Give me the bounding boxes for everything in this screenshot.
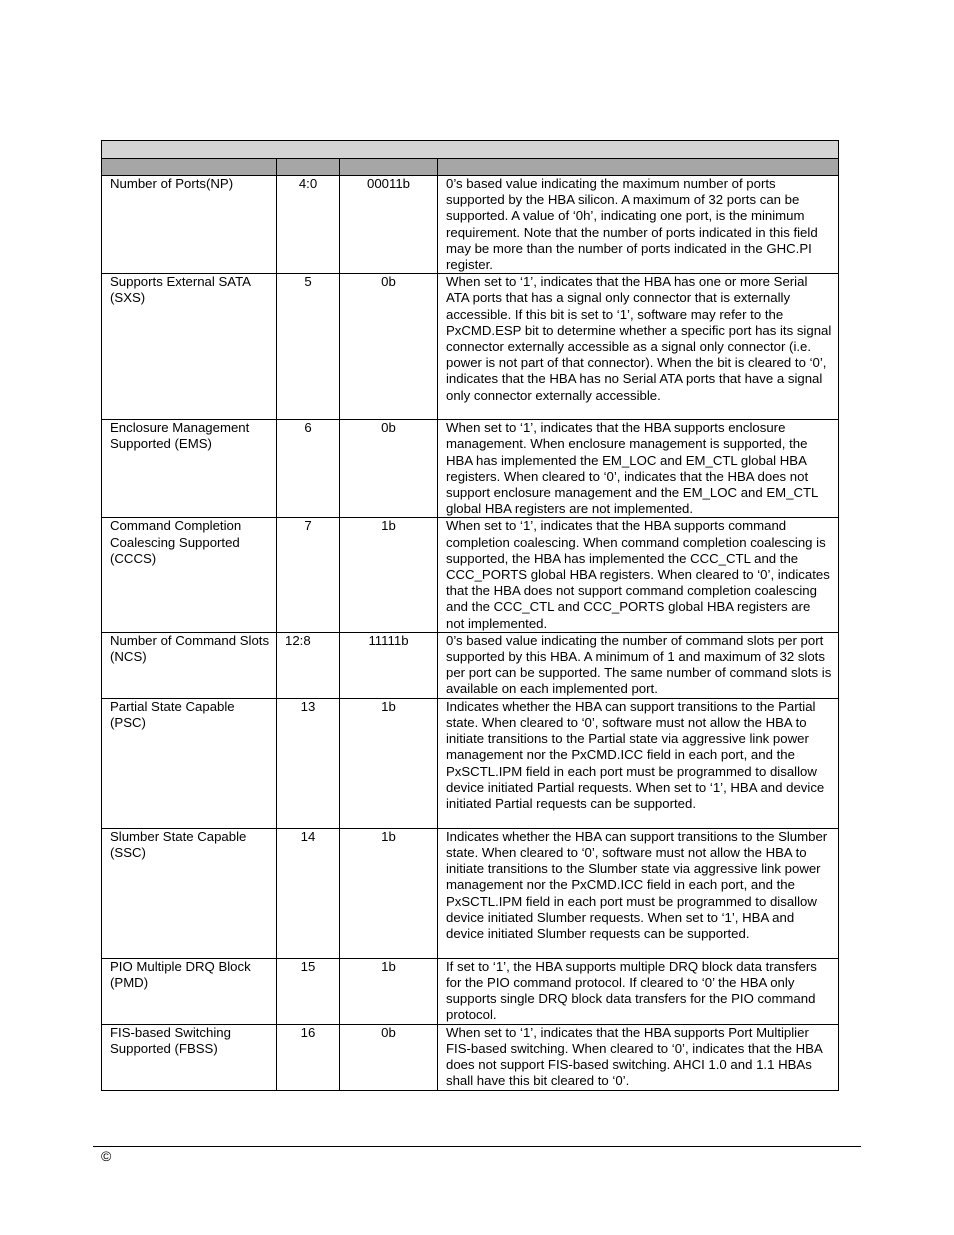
table-row (102, 632, 839, 698)
field-name: FIS-based Switching Supported (FBSS) (102, 1024, 277, 1090)
table-row (102, 274, 839, 420)
field-description: If set to ‘1’, the HBA supports multiple DRQ block data transfers for the PIO command protocol. If cleared to ‘0’ the HBA only supports single DRQ block data transfers for the PIO command protocol. (438, 958, 839, 1024)
table-row (102, 420, 839, 518)
field-default: 0b (340, 274, 438, 420)
field-description: When set to ‘1’, indicates that the HBA has one or more Serial ATA ports that has a signal only connector that is externally accessible. If this bit is set to ‘1’, software may refer to the PxCMD.ESP bit to determine whether a specific port has its signal connector externally accessible as a signal only connector (i.e. power is not part of that connector). When the bit is cleared to ‘0’, indicates that the HBA has no Serial ATA ports that have a signal only connector externally accessible. (438, 274, 839, 420)
field-description: When set to ‘1’, indicates that the HBA supports command completion coalescing. When command completion coalescing is supported, the HBA has implemented the CCC_CTL and the CCC_PORTS global HBA registers. When cleared to ‘0’, indicates that the HBA does not support command completion coalescing and the CCC_CTL and CCC_PORTS global HBA registers are not implemented. (438, 518, 839, 632)
table-row (102, 698, 839, 828)
field-name: PIO Multiple DRQ Block (PMD) (102, 958, 277, 1024)
field-description: When set to ‘1’, indicates that the HBA supports enclosure management. When enclosure management is supported, the HBA has implemented the EM_LOC and EM_CTL global HBA registers. When cleared to ‘0’, indicates that the HBA does not support enclosure management and the EM_LOC and EM_CTL global HBA registers are not implemented. (438, 420, 839, 518)
field-default: 1b (340, 518, 438, 632)
field-bits: 6 (277, 420, 340, 518)
footer-divider (93, 1146, 861, 1147)
table-title-cell (102, 141, 839, 159)
field-default: 11111b (340, 632, 438, 698)
field-description: 0’s based value indicating the number of command slots per port supported by this HBA. A minimum of 1 and maximum of 32 slots per port can be supported. The same number of command slots is available on each implemented port. (438, 632, 839, 698)
table-header-row (102, 159, 839, 176)
field-default: 0b (340, 420, 438, 518)
field-name: Number of Command Slots (NCS) (102, 632, 277, 698)
field-bits: 16 (277, 1024, 340, 1090)
field-description: Indicates whether the HBA can support transitions to the Slumber state. When cleared to ‘0’, software must not allow the HBA to initiate transitions to the Slumber state via aggressive link power management nor the PxCMD.ICC field in each port, and the PxSCTL.IPM field in each port must be programmed to disallow device initiated Slumber requests. When set to ‘1’, HBA and device initiated Slumber requests can be supported. (438, 828, 839, 958)
field-default: 0b (340, 1024, 438, 1090)
table-title-bar (102, 141, 839, 159)
field-description: 0’s based value indicating the maximum number of ports supported by the HBA silicon. A maximum of 32 ports can be supported. A value of ‘0h’, indicating one port, is the minimum requirement. Note that the number of ports indicated in this field may be more than the number of ports indicated in the GHC.PI register. (438, 176, 839, 274)
field-name: Number of Ports(NP) (102, 176, 277, 274)
field-bits: 5 (277, 274, 340, 420)
table-row (102, 828, 839, 958)
register-field-table (101, 140, 839, 1091)
table-row (102, 958, 839, 1024)
table-row (102, 1024, 839, 1090)
field-bits: 12:8 (277, 632, 340, 698)
field-bits: 13 (277, 698, 340, 828)
field-bits: 7 (277, 518, 340, 632)
header-default-cell (340, 159, 438, 176)
header-bits-cell (277, 159, 340, 176)
field-name: Command Completion Coalescing Supported (CCCS) (102, 518, 277, 632)
field-name: Partial State Capable (PSC) (102, 698, 277, 828)
header-description-cell (438, 159, 839, 176)
field-name: Supports External SATA (SXS) (102, 274, 277, 420)
table-row (102, 518, 839, 632)
footer-copyright: © (101, 1148, 112, 1164)
header-name-cell (102, 159, 277, 176)
field-default: 1b (340, 828, 438, 958)
field-default: 1b (340, 698, 438, 828)
field-description: Indicates whether the HBA can support transitions to the Partial state. When cleared to ‘0’, software must not allow the HBA to initiate transitions to the Partial state via aggressive link power management nor the PxCMD.ICC field in each port, and the PxSCTL.IPM field in each port must be programmed to disallow device initiated Partial requests. When set to ‘1’, HBA and device initiated Partial requests can be supported. (438, 698, 839, 828)
field-bits: 4:0 (277, 176, 340, 274)
field-name: Slumber State Capable (SSC) (102, 828, 277, 958)
field-bits: 14 (277, 828, 340, 958)
field-name: Enclosure Management Supported (EMS) (102, 420, 277, 518)
table-row (102, 176, 839, 274)
field-default: 00011b (340, 176, 438, 274)
field-default: 1b (340, 958, 438, 1024)
field-bits: 15 (277, 958, 340, 1024)
field-description: When set to ‘1’, indicates that the HBA supports Port Multiplier FIS-based switching. When cleared to ‘0’, indicates that the HBA does not support FIS-based switching. AHCI 1.0 and 1.1 HBAs shall have this bit cleared to ‘0’. (438, 1024, 839, 1090)
